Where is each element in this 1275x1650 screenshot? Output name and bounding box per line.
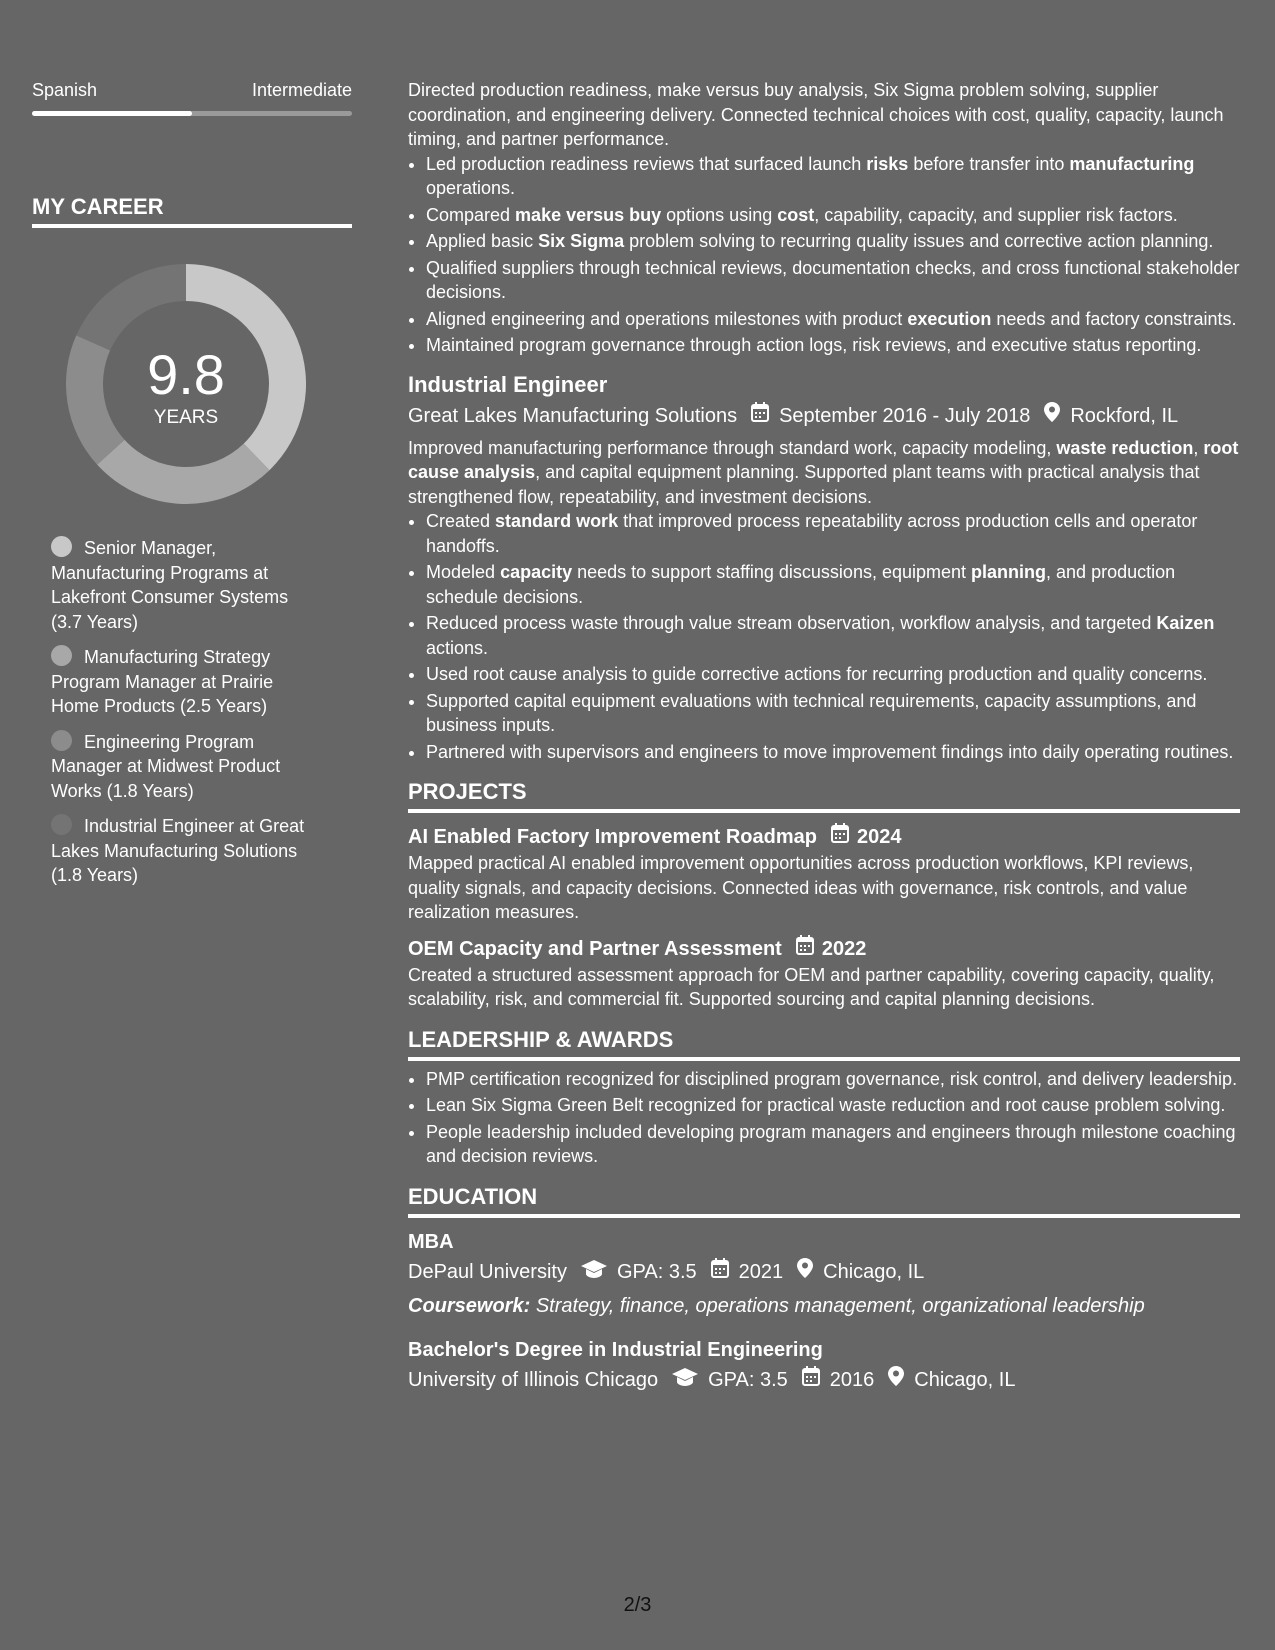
education-title: EDUCATION: [408, 1183, 1240, 1218]
coursework-text: Strategy, finance, operations management, organizational leadership: [535, 1294, 1145, 1317]
job-dates: September 2016 - July 2018: [779, 404, 1031, 427]
calendar-icon: [796, 935, 814, 963]
project-description: Mapped practical AI enabled improvement opportunities across production workflows, KPI reviews, quality signals, and capacity decisions. Connected ideas with governance, risk controls, and value realization measures.: [408, 853, 1194, 922]
location-pin-icon: [1044, 402, 1060, 430]
projects-title: PROJECTS: [408, 778, 1240, 813]
project-name: OEM Capacity and Partner Assessment: [408, 937, 782, 960]
career-item-label: Senior Manager, Manufacturing Programs at Lakefront Consumer Systems (3.7 Years): [51, 538, 289, 632]
project-name: AI Enabled Factory Improvement Roadmap: [408, 826, 817, 848]
education-degree: MBA: [408, 1230, 454, 1253]
career-legend-dot: [51, 814, 72, 835]
career-donut: [32, 264, 352, 504]
career-legend-dot: [51, 536, 72, 557]
leadership-item: • Lean Six Sigma Green Belt recognized for practical waste reduction and root cause problem solving.: [426, 1093, 1240, 1118]
career-donut-segment-4: [76, 264, 186, 350]
job-summary: Directed production readiness, make versus buy analysis, Six Sigma problem solving, supplier coordination, and engineering delivery. Connected technical choices with cost, quality, capacity, launch timing, and partner performance.: [408, 80, 1224, 149]
job-bullet: • Applied basic Six Sigma problem solving to recurring quality issues and corrective action planning.: [426, 229, 1240, 254]
job-bullet: • Modeled capacity needs to support staffing discussions, equipment planning, and production schedule decisions.: [426, 560, 1240, 609]
location-pin-icon: [888, 1366, 904, 1394]
language-bar: [32, 111, 352, 116]
page-number: 2/3: [623, 1594, 652, 1616]
calendar-icon: [711, 1258, 729, 1286]
career-item: [51, 730, 321, 804]
education-school: DePaul University: [408, 1260, 567, 1283]
main-content: [408, 78, 1240, 1400]
education-coursework: [408, 1292, 1240, 1320]
job-bullet: • Qualified suppliers through technical reviews, documentation checks, and cross functional stakeholder decisions.: [426, 256, 1240, 305]
graduation-cap-icon: [672, 1366, 698, 1394]
education-year: 2021: [738, 1260, 784, 1283]
location-pin-icon: [797, 1258, 813, 1286]
job-meta: [408, 402, 1240, 430]
education-meta: [408, 1366, 1240, 1394]
calendar-icon: [831, 823, 849, 851]
career-legend-dot: [51, 730, 72, 751]
career-donut-segment-3: [66, 335, 125, 464]
career-title: MY CAREER: [32, 194, 352, 228]
job-bullets: [408, 152, 1240, 358]
projects-list: [408, 823, 1240, 1012]
job-bullet: • Supported capital equipment evaluations with technical requirements, capacity assumptions, and business inputs.: [426, 689, 1240, 738]
project-year: 2022: [821, 937, 867, 960]
career-list: [32, 536, 352, 888]
coursework-label: Coursework:: [408, 1294, 531, 1317]
career-total-unit: YEARS: [153, 407, 219, 428]
education-gpa: GPA: 3.5: [708, 1368, 788, 1391]
job-bullet: • Created standard work that improved process repeatability across production cells and operator handoffs.: [426, 509, 1240, 558]
education-gpa: GPA: 3.5: [616, 1260, 697, 1283]
job-bullet: • Compared make versus buy options using cost, capability, capacity, and supplier risk factors.: [426, 203, 1240, 228]
career-legend-dot: [51, 645, 72, 666]
education-degree: Bachelor's Degree in Industrial Engineering: [408, 1338, 823, 1361]
job-bullet: • Aligned engineering and operations milestones with product execution needs and factory constraints.: [426, 307, 1240, 332]
language-name: Spanish: [32, 80, 98, 100]
project-title-row: [408, 823, 1240, 851]
job-bullet: • Led production readiness reviews that surfaced launch risks before transfer into manufacturing operations.: [426, 152, 1240, 201]
career-item: [51, 814, 321, 888]
education-list: [408, 1228, 1240, 1394]
leadership-item: • People leadership included developing program managers and engineers through milestone coaching and decision reviews.: [426, 1120, 1240, 1169]
job-title: Industrial Engineer: [408, 371, 608, 397]
leadership-title: LEADERSHIP & AWARDS: [408, 1026, 1240, 1061]
job-bullet: • Used root cause analysis to guide corrective actions for recurring production and quality concerns.: [426, 662, 1240, 687]
sidebar: [32, 80, 352, 899]
job-location: Rockford, IL: [1070, 404, 1179, 427]
project-title-row: [408, 935, 1240, 963]
career-item-label: Engineering Program Manager at Midwest Product Works (1.8 Years): [51, 731, 281, 801]
project-description: Created a structured assessment approach for OEM and partner capability, covering capacity, quality, scalability, risk, and commercial fit. Supported sourcing and capital planning decisions.: [408, 964, 1215, 1009]
education-meta: [408, 1258, 1240, 1286]
job-bullets: [408, 509, 1240, 764]
job-summary: Improved manufacturing performance through standard work, capacity modeling, waste reduction, root cause analysis, and capital equipment planning. Supported plant teams with practical analysis that strengthened flow, repeatability, and investment decisions.: [408, 437, 1239, 507]
leadership-list: [408, 1067, 1240, 1169]
career-donut-chart: [66, 264, 306, 504]
leadership-item: • PMP certification recognized for disciplined program governance, risk control, and delivery leadership.: [426, 1067, 1240, 1092]
career-total-value: 9.8: [147, 343, 225, 406]
education-year: 2016: [829, 1368, 875, 1391]
project-year: 2024: [856, 826, 902, 848]
career-item-label: Manufacturing Strategy Program Manager at Prairie Home Products (2.5 Years): [51, 647, 274, 716]
job-bullet: • Maintained program governance through action logs, risk reviews, and executive status reporting.: [426, 333, 1240, 358]
language-bar-fill: [32, 111, 192, 116]
career-item-label: Industrial Engineer at Great Lakes Manufacturing Solutions (1.8 Years): [51, 816, 305, 885]
career-item: [51, 536, 321, 634]
career-donut-segment-2: [97, 440, 269, 504]
calendar-icon: [751, 402, 769, 430]
job-bullet: • Reduced process waste through value stream observation, workflow analysis, and targeted Kaizen actions.: [426, 611, 1240, 660]
job-company: Great Lakes Manufacturing Solutions: [408, 404, 738, 427]
education-school: University of Illinois Chicago: [408, 1368, 659, 1391]
career-item: [51, 645, 321, 719]
calendar-icon: [802, 1366, 820, 1394]
education-location: Chicago, IL: [914, 1368, 1016, 1391]
graduation-cap-icon: [581, 1258, 607, 1286]
job-bullet: • Partnered with supervisors and engineers to move improvement findings into daily operating routines.: [426, 740, 1240, 765]
language-level: Intermediate: [251, 80, 352, 100]
education-location: Chicago, IL: [823, 1260, 925, 1283]
language-row: [32, 80, 352, 101]
experience-section: [408, 78, 1240, 764]
